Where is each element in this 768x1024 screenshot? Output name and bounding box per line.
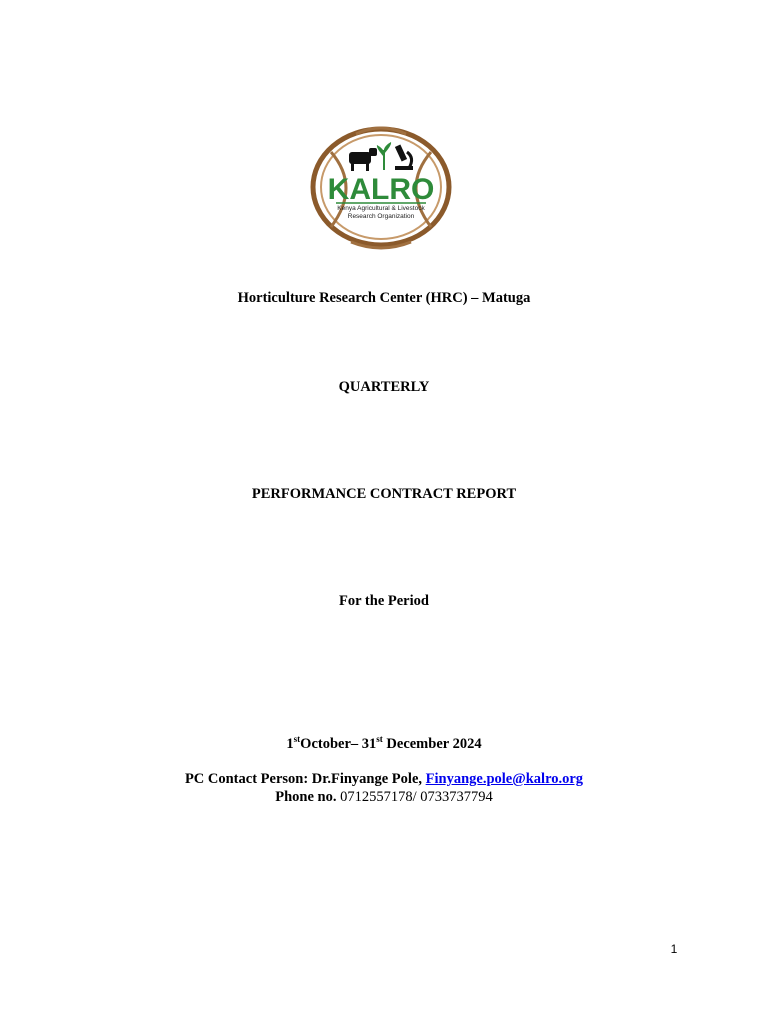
phone-value: 0712557178/ 0733737794 — [340, 789, 493, 805]
contact-email-link[interactable]: Finyange.pole@kalro.org — [425, 771, 584, 787]
phone-label: Phone no. — [275, 789, 341, 805]
report-title: PERFORMANCE CONTRACT REPORT — [251, 486, 517, 502]
logo-wordmark: KALRO — [327, 173, 435, 206]
kalro-logo — [291, 112, 471, 256]
page-number: 1 — [670, 942, 678, 956]
logo-tagline-1: Kenya Agricultural & Livestock — [337, 205, 425, 212]
end-suffix: st — [376, 734, 383, 744]
phone-line — [0, 788, 768, 806]
start-rest: October– — [300, 736, 362, 752]
contact-line — [0, 770, 768, 788]
end-rest: December 2024 — [382, 736, 482, 752]
center-title: Horticulture Research Center (HRC) – Matuga — [237, 290, 531, 306]
start-suffix: st — [293, 734, 301, 744]
end-day: 31 — [361, 736, 377, 752]
report-dates — [0, 735, 768, 753]
start-day: 1 — [286, 736, 294, 752]
logo-tagline-2: Research Organization — [347, 213, 415, 220]
plant-icon — [377, 142, 391, 170]
period-label: For the Period — [339, 593, 429, 609]
microscope-icon — [395, 144, 413, 170]
report-type: QUARTERLY — [338, 379, 430, 395]
cow-icon — [349, 148, 377, 171]
contact-label: PC Contact Person: Dr.Finyange Pole, — [184, 771, 426, 787]
